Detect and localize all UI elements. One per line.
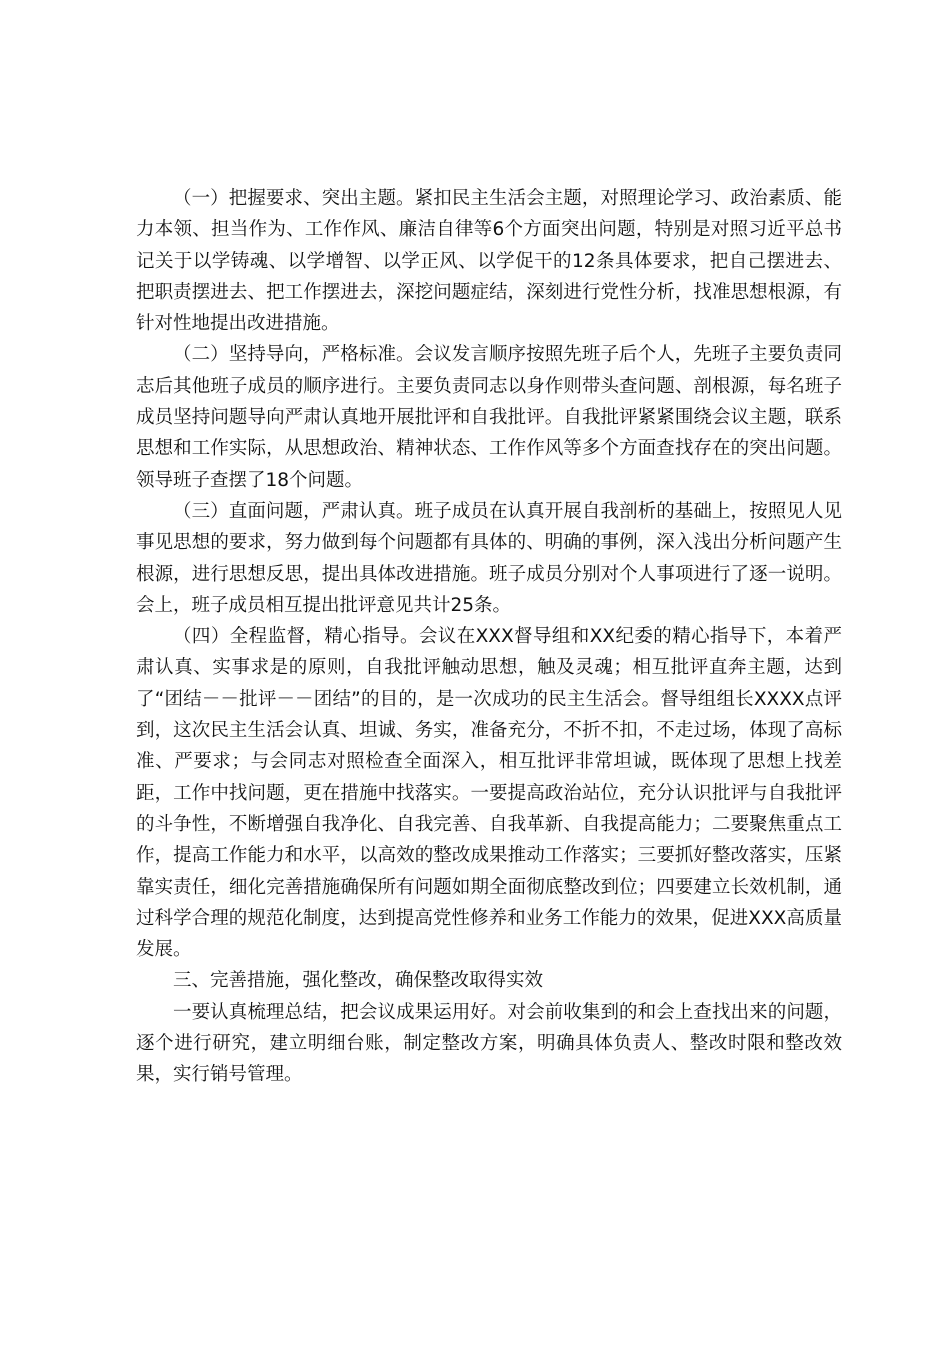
section-heading: 三、完善措施，强化整改，确保整改取得实效	[173, 970, 544, 992]
document-body	[136, 183, 842, 1091]
paragraph-3: （三）直面问题，严肃认真。班子成员在认真开展自我剖析的基础上，按照见人见事见思想的要求，努力做到每个问题都有具体的、明确的事例，深入浅出分析问题产生根源，进行思想反思，提出具体改进措施。班子成员分别对个人事项进行了逐一说明。会上，班子成员相互提出批评意见共计25条。	[136, 500, 842, 616]
paragraph-1: （一）把握要求、突出主题。紧扣民主生活会主题，对照理论学习、政治素质、能力本领、担当作为、工作作风、廉洁自律等6个方面突出问题，特别是对照习近平总书记关于以学铸魂、以学增智、以学正风、以学促干的12条具体要求，把自己摆进去、把职责摆进去、把工作摆进去，深挖问题症结，深刻进行党性分析，找准思想根源，有针对性地提出改进措施。	[136, 188, 842, 335]
paragraph-2: （二）坚持导向，严格标准。会议发言顺序按照先班子后个人，先班子主要负责同志后其他班子成员的顺序进行。主要负责同志以身作则带头查问题、剖根源，每名班子成员坚持问题导向严肃认真地开展批评和自我批评。自我批评紧紧围绕会议主题，联系思想和工作实际，从思想政治、精神状态、工作作风等多个方面查找存在的突出问题。领导班子查摆了18个问题。	[136, 344, 842, 491]
paragraph-4: （四）全程监督，精心指导。会议在XXX督导组和XX纪委的精心指导下，本着严肃认真、实事求是的原则，自我批评触动思想，触及灵魂；相互批评直奔主题，达到了“团结－－批评－－团结”的目的，是一次成功的民主生活会。督导组组长XXXX点评到，这次民主生活会认真、坦诚、务实，准备充分，不折不扣，不走过场，体现了高标准、严要求；与会同志对照检查全面深入，相互批评非常坦诚，既体现了思想上找差距，工作中找问题，更在措施中找落实。一要提高政治站位，充分认识批评与自我批评的斗争性，不断增强自我净化、自我完善、自我革新、自我提高能力；二要聚焦重点工作，提高工作能力和水平，以高效的整改成果推动工作落实；三要抓好整改落实，压紧靠实责任，细化完善措施确保所有问题如期全面彻底整改到位；四要建立长效机制，通过科学合理的规范化制度，达到提高党性修养和业务工作能力的效果，促进XXX高质量发展。	[136, 626, 842, 961]
paragraph-5: 一要认真梳理总结，把会议成果运用好。对会前收集到的和会上查找出来的问题，逐个进行研究，建立明细台账，制定整改方案，明确具体负责人、整改时限和整改效果，实行销号管理。	[136, 1001, 842, 1086]
